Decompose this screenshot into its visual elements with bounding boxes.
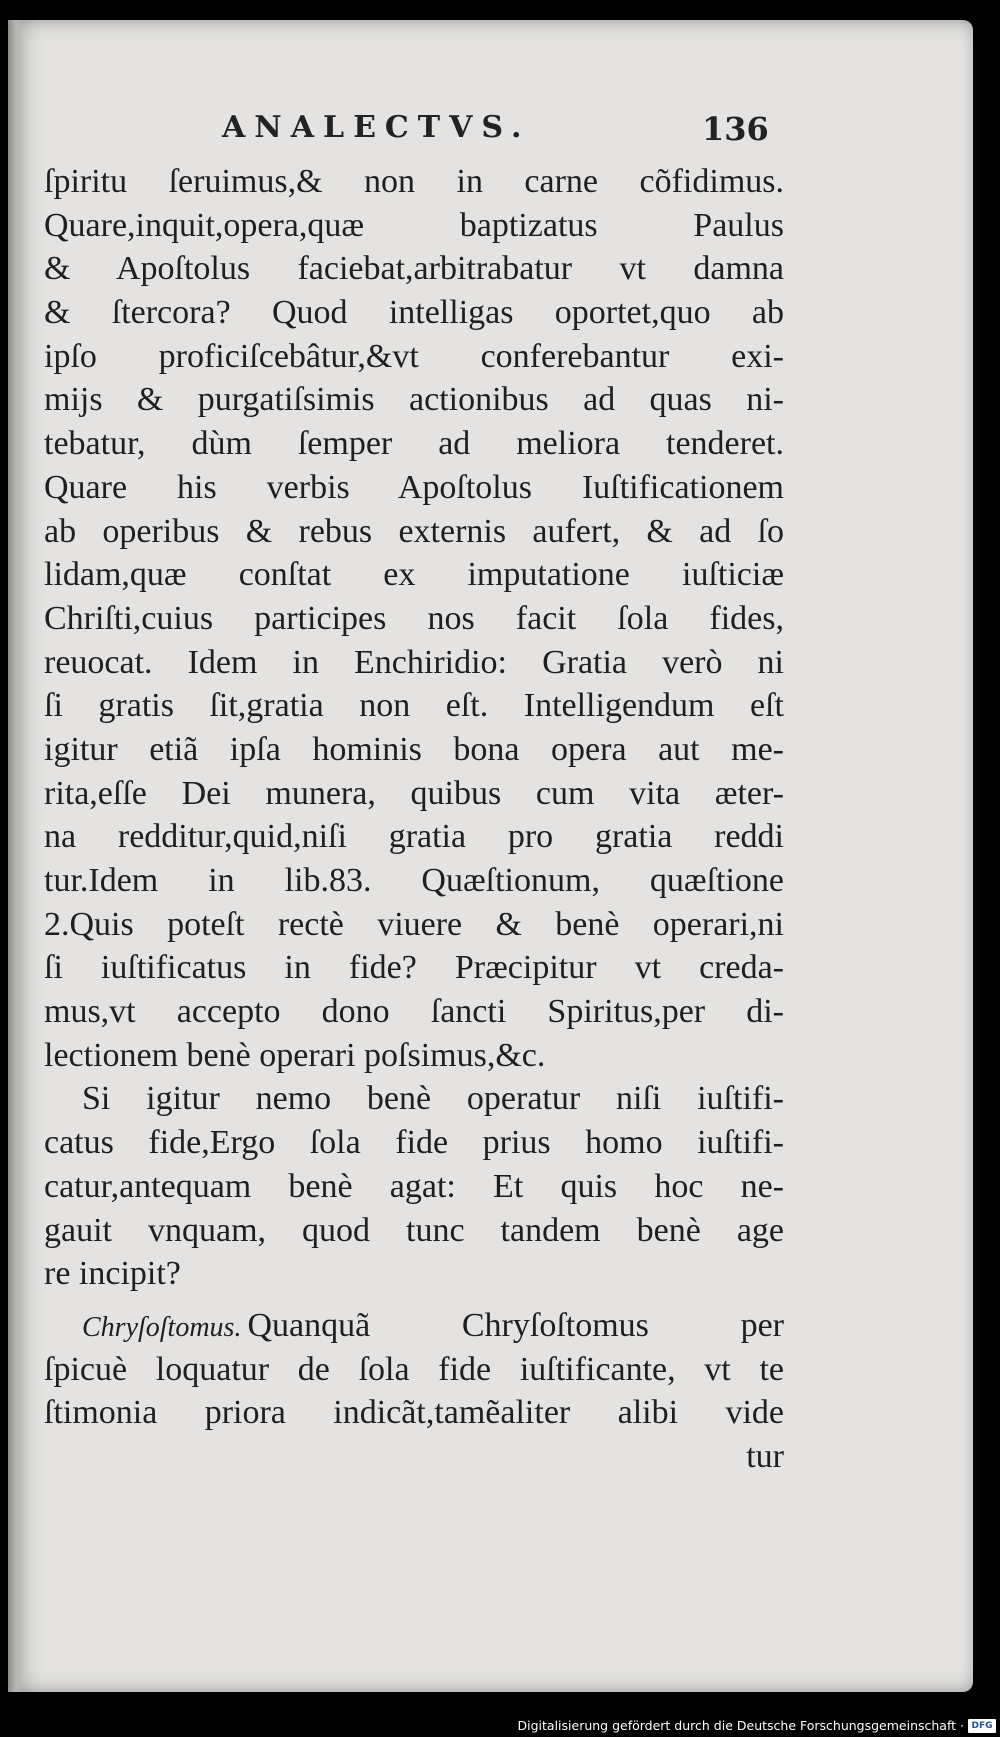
- text-line: rita,eſſe Dei munera, quibus cum vita æter-: [44, 774, 784, 812]
- text-line: na redditur,quid,niſi gratia pro gratia reddi: [44, 818, 784, 856]
- text-line: 2.Quis poteſt rectè viuere & benè operari,ni: [44, 905, 784, 943]
- text-line: mus,vt accepto dono ſancti Spiritus,per di-: [44, 993, 784, 1031]
- text-line: ab operibus & rebus externis aufert, & ad ſo: [44, 512, 784, 550]
- text-line: Chriſti,cuius participes nos facit ſola fides,: [44, 599, 784, 637]
- marginal-note: Chryſoſtomus.: [82, 1311, 242, 1343]
- text-line: tur.Idem in lib.83. Quæſtionum, quæſtione: [44, 862, 784, 899]
- text-line: mijs & purgatiſsimis actionibus ad quas ni-: [44, 381, 784, 419]
- text-line: gauit vnquam, quod tunc tandem benè age: [44, 1211, 784, 1249]
- text-line: Quare his verbis Apoſtolus Iuſtificationem: [44, 468, 784, 506]
- dfg-logo: DFG: [968, 1719, 996, 1733]
- text-line: ſi iuſtificatus in fide? Præcipitur vt creda-: [44, 949, 784, 987]
- text-line: reuocat. Idem in Enchiridio: Gratia verò ni: [44, 643, 784, 681]
- text-line: lidam,quæ conſtat ex imputatione iuſticiæ: [44, 556, 784, 594]
- text-line: & ſtercora? Quod intelligas oportet,quo ab: [44, 294, 784, 332]
- text-line: tebatur, dùm ſemper ad meliora tenderet.: [44, 425, 784, 463]
- text-line: ſtimonia priora indicãt,tamẽaliter alibi vide: [44, 1394, 784, 1432]
- text-block: [44, 160, 784, 1479]
- text-line: & Apoſtolus faciebat,arbitrabatur vt damna: [44, 250, 784, 288]
- running-title: ANALECTVS.: [222, 110, 531, 145]
- text-line: catus fide,Ergo ſola fide prius homo iuſtifi-: [44, 1124, 784, 1162]
- running-head: [0, 110, 1000, 154]
- text-line: catur,antequam benè agat: Et quis hoc ne-: [44, 1167, 784, 1205]
- text-line: igitur etiã ipſa hominis bona opera aut me-: [44, 730, 784, 768]
- text-line: Quare,inquit,opera,quæ baptizatus Paulus: [44, 206, 784, 244]
- page-number: 136: [702, 110, 769, 148]
- text-line: ſpiritu ſeruimus,& non in carne cõfidimus.: [44, 163, 784, 200]
- funding-credit: Digitalisierung gefördert durch die Deutsche Forschungsgemeinschaft ·: [517, 1718, 964, 1733]
- page-gutter-shadow: [8, 20, 24, 1692]
- text-line: re incipit?: [44, 1255, 181, 1293]
- text-line: lectionem benè operari poſsimus,&c.: [44, 1036, 546, 1074]
- footer-bar: [0, 1716, 1000, 1737]
- catchword: tur: [746, 1437, 784, 1475]
- text-line-fragment: Quanquã Chryſoſtomus per: [247, 1306, 784, 1344]
- text-line: [44, 1304, 784, 1348]
- text-line: Si igitur nemo benè operatur niſi iuſtifi-: [82, 1080, 784, 1118]
- text-line: ſpicuè loquatur de ſola fide iuſtificante, vt te: [44, 1350, 784, 1388]
- text-line: ſi gratis ſit,gratia non eſt. Intelligendum eſt: [44, 687, 784, 725]
- text-line: ipſo proficiſcebâtur,&vt conferebantur exi-: [44, 337, 784, 375]
